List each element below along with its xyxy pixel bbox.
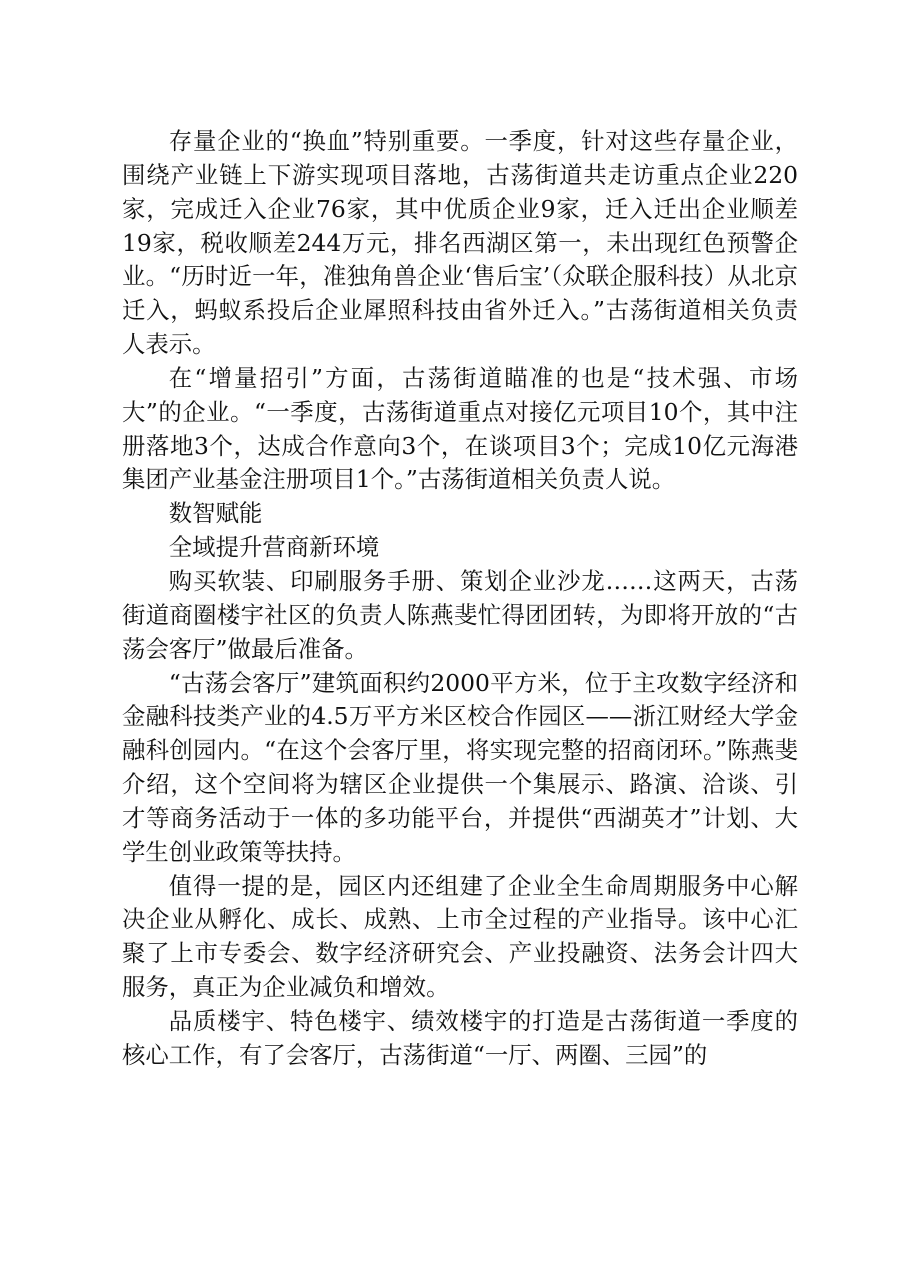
paragraph-6: 品质楼宇、特色楼宇、绩效楼宇的打造是古荡街道一季度的核心工作，有了会客厅，古荡街道“一厅、两圈、三园”的 bbox=[122, 1006, 798, 1069]
paragraph-1: 存量企业的“换血”特别重要。一季度，针对这些存量企业，围绕产业链上下游实现项目落地，古荡街道共走访重点企业220家，完成迁入企业76家，其中优质企业9家，迁入迁出企业顺差19家，税收顺差244万元，排名西湖区第一，未出现红色预警企业。“历时近一年，准独角兽企业‘售后宝’（众联企服科技）从北京迁入，蚂蚁系投后企业犀照科技由省外迁入。”古荡街道相关负责人表示。 bbox=[122, 127, 798, 359]
paragraph-2: 在“增量招引”方面，古荡街道瞄准的也是“技术强、市场大”的企业。“一季度，古荡街道重点对接亿元项目10个，其中注册落地3个，达成合作意向3个，在谈项目3个；完成10亿元海港集团产业基金注册项目1个。”古荡街道相关负责人说。 bbox=[122, 363, 798, 494]
section-heading-2: 全域提升营商新环境 bbox=[168, 533, 380, 562]
paragraph-5: 值得一提的是，园区内还组建了企业全生命周期服务中心解决企业从孵化、成长、成熟、上市全过程的产业指导。该中心汇聚了上市专委会、数字经济研究会、产业投融资、法务会计四大服务，真正为企业减负和增效。 bbox=[122, 871, 798, 1002]
paragraph-3: 购买软装、印刷服务手册、策划企业沙龙……这两天，古荡街道商圈楼宇社区的负责人陈燕斐忙得团团转，为即将开放的“古荡会客厅”做最后准备。 bbox=[122, 566, 798, 663]
article-body bbox=[122, 125, 798, 1073]
paragraph-4: “古荡会客厅”建筑面积约2000平方米，位于主攻数字经济和金融科技类产业的4.5万平方米区校合作园区——浙江财经大学金融科创园内。“在这个会客厅里，将实现完整的招商闭环。”陈燕斐介绍，这个空间将为辖区企业提供一个集展示、路演、洽谈、引才等商务活动于一体的多功能平台，并提供“西湖英才”计划、大学生创业政策等扶持。 bbox=[122, 668, 798, 866]
section-heading-1: 数智赋能 bbox=[168, 499, 263, 528]
